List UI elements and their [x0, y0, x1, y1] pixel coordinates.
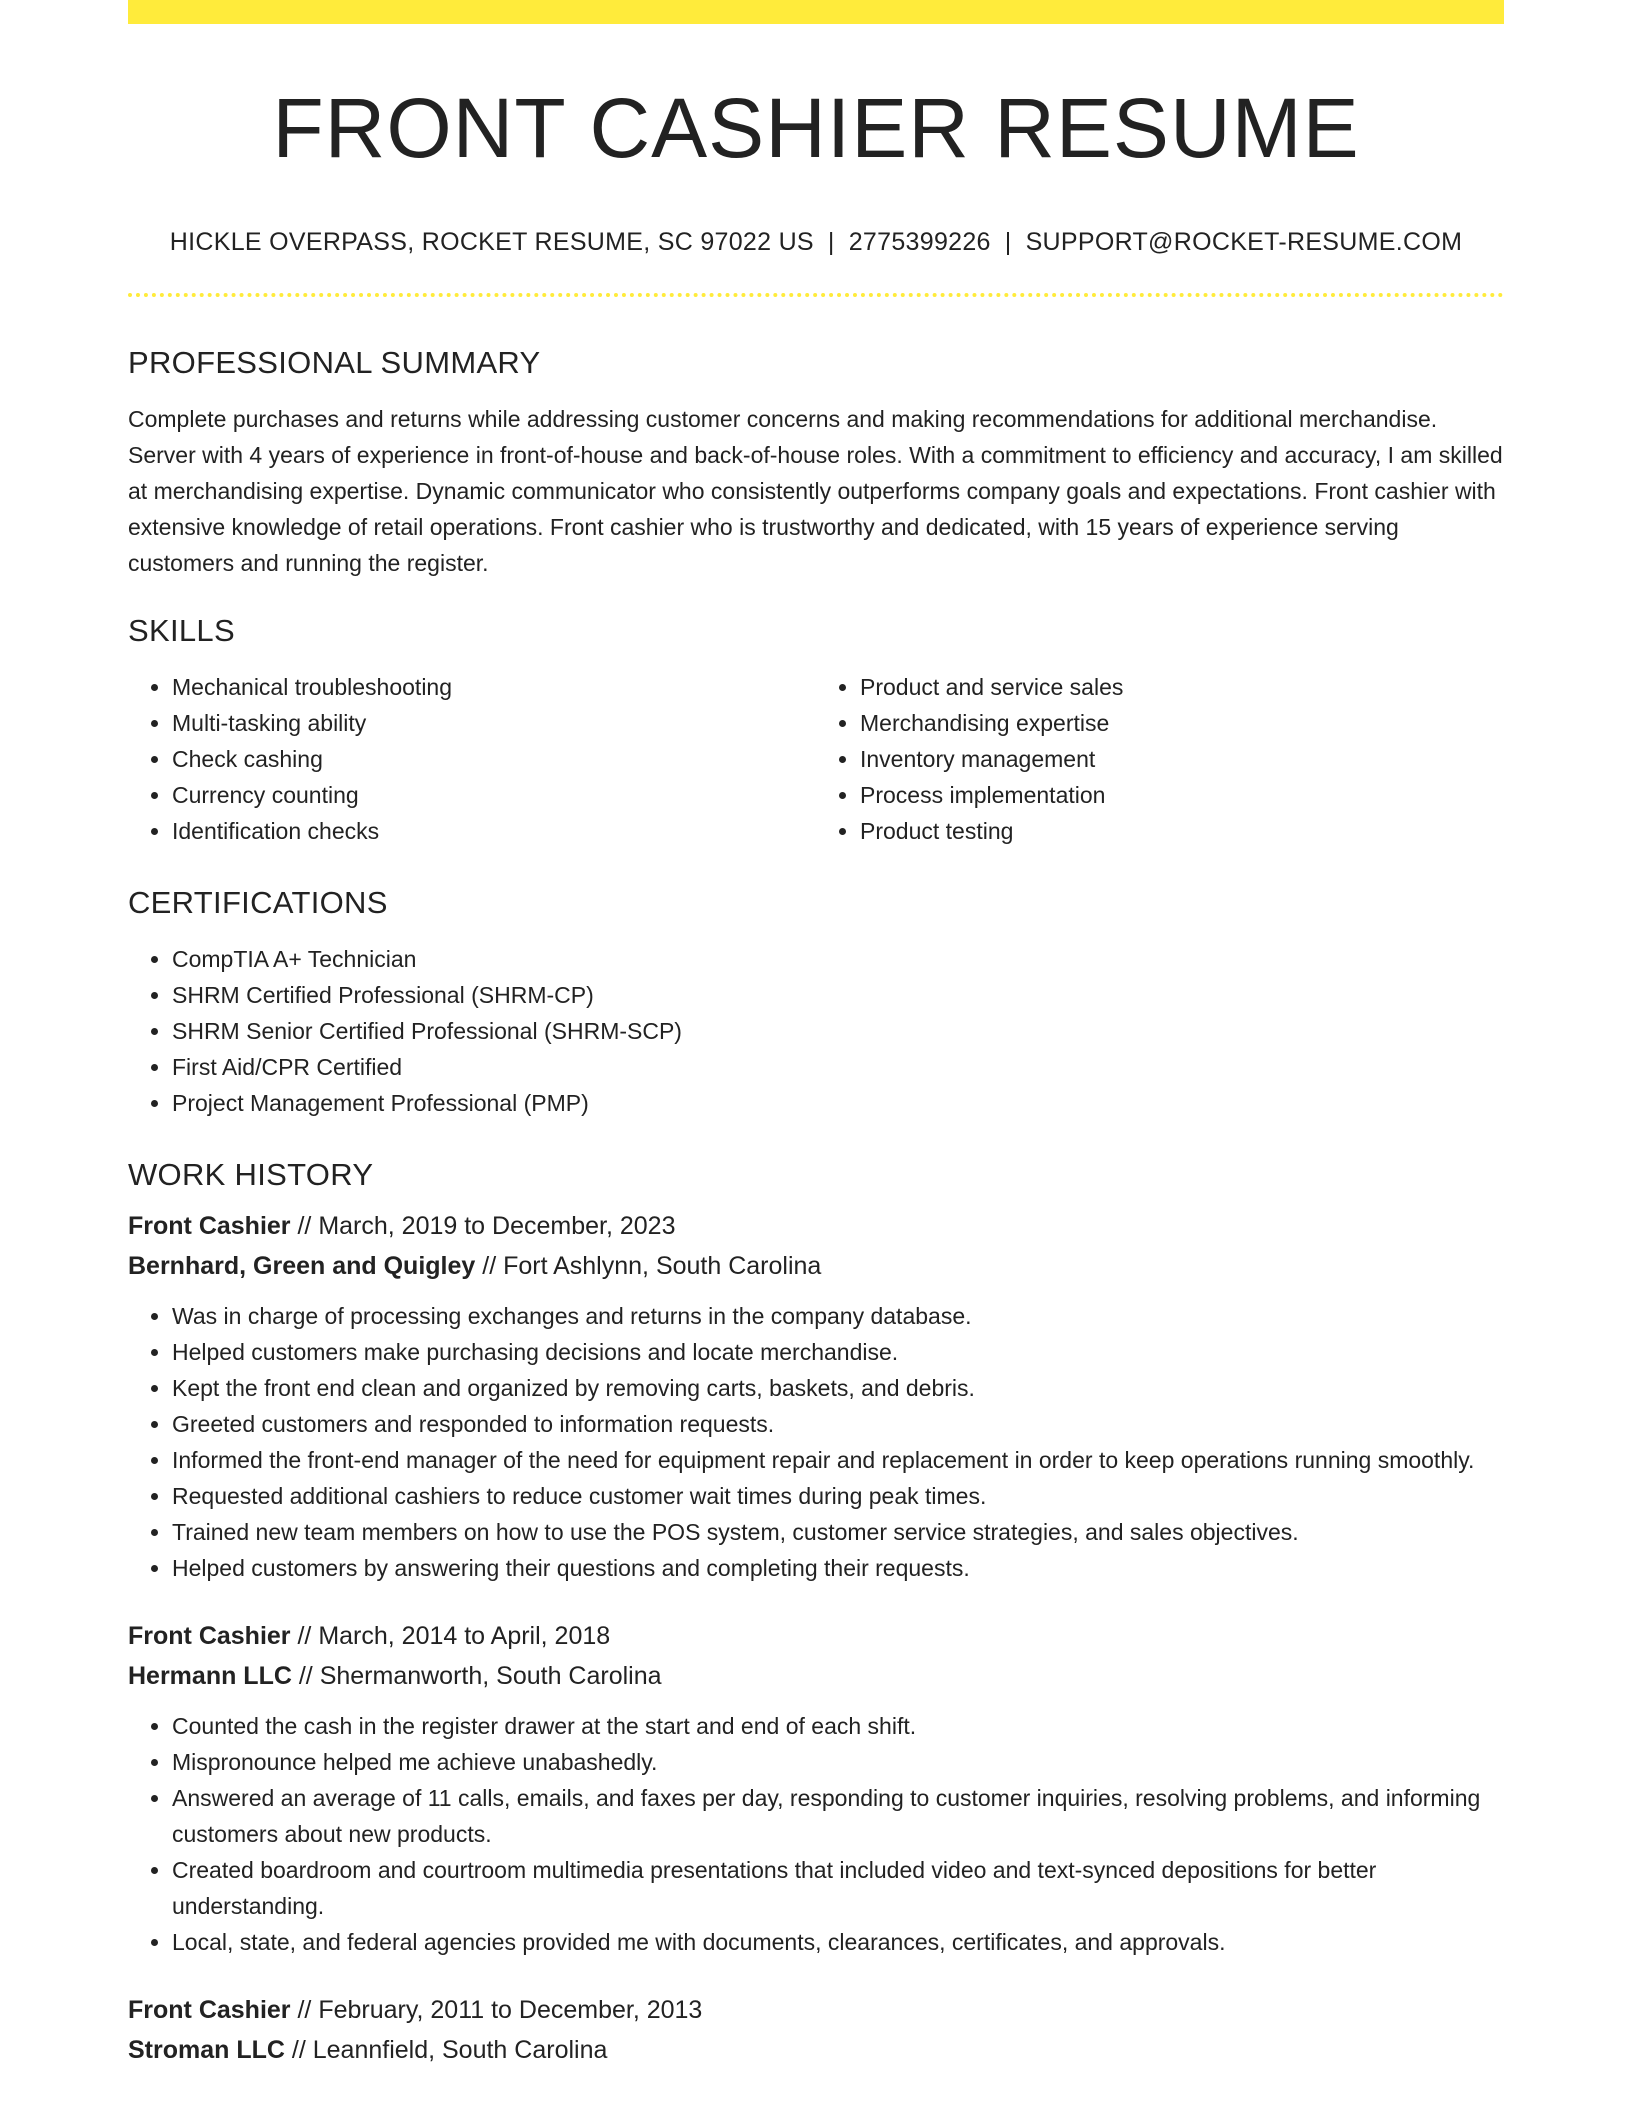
- job-bullet: • Created boardroom and courtroom multimedia presentations that included video and text-synced depositions for better understanding.: [172, 1852, 1504, 1924]
- job-title-line: [128, 1616, 1504, 1656]
- job-company-line: [128, 1656, 1504, 1696]
- job-entry: [128, 1206, 1504, 1586]
- resume-page: [128, 0, 1504, 2070]
- job-bullets: [128, 1298, 1504, 1586]
- job-company-line: [128, 1246, 1504, 1286]
- job-company: Hermann LLC: [128, 1662, 292, 1690]
- contact-separator: |: [1004, 228, 1012, 256]
- job-title-line: [128, 1206, 1504, 1246]
- contact-line: [128, 230, 1504, 255]
- job-bullet: • Informed the front-end manager of the need for equipment repair and replacement in order to keep operations running smoothly.: [172, 1442, 1504, 1478]
- resume-title: FRONT CASHIER RESUME: [272, 81, 1360, 175]
- job-entry: [128, 1990, 1504, 2070]
- job-dates: // February, 2011 to December, 2013: [290, 1996, 703, 2024]
- skill-item: • Multi-tasking ability: [172, 705, 816, 741]
- job-dates: // March, 2014 to April, 2018: [290, 1622, 611, 1650]
- job-role: Front Cashier: [128, 1996, 291, 2024]
- contact-email[interactable]: SUPPORT@ROCKET-RESUME.COM: [1025, 228, 1463, 256]
- certification-item: • Project Management Professional (PMP): [172, 1085, 1504, 1121]
- skill-item: • Product testing: [860, 813, 1504, 849]
- top-accent-bar: [128, 0, 1504, 24]
- job-bullet: • Mispronounce helped me achieve unabashedly.: [172, 1744, 1504, 1780]
- skill-item: • Process implementation: [860, 777, 1504, 813]
- skill-item: • Check cashing: [172, 741, 816, 777]
- contact-phone: 2775399226: [848, 228, 991, 256]
- certifications-list: [128, 941, 1504, 1121]
- certification-item: • CompTIA A+ Technician: [172, 941, 1504, 977]
- job-title-line: [128, 1990, 1504, 2030]
- certification-item: • First Aid/CPR Certified: [172, 1049, 1504, 1085]
- certifications-heading: CERTIFICATIONS: [128, 885, 388, 920]
- job-location: // Shermanworth, South Carolina: [291, 1662, 662, 1690]
- skill-item: • Identification checks: [172, 813, 816, 849]
- skills-heading: SKILLS: [128, 613, 235, 648]
- job-bullet: • Trained new team members on how to use the POS system, customer service strategies, and sales objectives.: [172, 1514, 1504, 1550]
- job-bullet: • Counted the cash in the register drawer at the start and end of each shift.: [172, 1708, 1504, 1744]
- job-role: Front Cashier: [128, 1622, 291, 1650]
- skill-item: • Mechanical troubleshooting: [172, 669, 816, 705]
- skill-item: • Currency counting: [172, 777, 816, 813]
- work-history-heading: WORK HISTORY: [128, 1157, 374, 1192]
- job-location: // Leannfield, South Carolina: [284, 2036, 608, 2064]
- job-dates: // March, 2019 to December, 2023: [290, 1212, 676, 1240]
- summary-heading: PROFESSIONAL SUMMARY: [128, 345, 541, 380]
- job-bullet: • Greeted customers and responded to information requests.: [172, 1406, 1504, 1442]
- contact-separator: |: [827, 228, 835, 256]
- job-company: Stroman LLC: [128, 2036, 285, 2064]
- job-bullet: • Was in charge of processing exchanges and returns in the company database.: [172, 1298, 1504, 1334]
- summary-text: Complete purchases and returns while addressing customer concerns and making recommendations for additional merchandise. Server with 4 years of experience in front-of-house and back-of-house roles. With a commitment to efficiency and accuracy, I am skilled at merchandising expertise. Dynamic communicator who consistently outperforms company goals and expectations. Front cashier with extensive knowledge of retail operations. Front cashier who is trustworthy and dedicated, with 15 years of experience serving customers and running the register.: [128, 406, 1503, 576]
- skills-column-right: [816, 669, 1504, 849]
- skill-item: • Merchandising expertise: [860, 705, 1504, 741]
- certification-item: • SHRM Certified Professional (SHRM-CP): [172, 977, 1504, 1013]
- job-company: Bernhard, Green and Quigley: [128, 1252, 476, 1280]
- skills-list: [128, 669, 1504, 849]
- certification-item: • SHRM Senior Certified Professional (SHRM-SCP): [172, 1013, 1504, 1049]
- dotted-divider: [128, 293, 1504, 297]
- skill-item: • Product and service sales: [860, 669, 1504, 705]
- job-bullet: • Helped customers by answering their questions and completing their requests.: [172, 1550, 1504, 1586]
- job-bullet: • Requested additional cashiers to reduce customer wait times during peak times.: [172, 1478, 1504, 1514]
- contact-address: HICKLE OVERPASS, ROCKET RESUME, SC 97022 US: [169, 228, 814, 256]
- job-bullet: • Answered an average of 11 calls, emails, and faxes per day, responding to customer inquiries, resolving problems, and informing customers about new products.: [172, 1780, 1504, 1852]
- skills-column-left: [128, 669, 816, 849]
- job-company-line: [128, 2030, 1504, 2070]
- job-bullets: [128, 1708, 1504, 1960]
- job-bullet: • Helped customers make purchasing decisions and locate merchandise.: [172, 1334, 1504, 1370]
- skill-item: • Inventory management: [860, 741, 1504, 777]
- job-role: Front Cashier: [128, 1212, 291, 1240]
- job-location: // Fort Ashlynn, South Carolina: [475, 1252, 822, 1280]
- job-bullet: • Kept the front end clean and organized by removing carts, baskets, and debris.: [172, 1370, 1504, 1406]
- job-entry: [128, 1616, 1504, 1960]
- job-bullet: • Local, state, and federal agencies provided me with documents, clearances, certificates, and approvals.: [172, 1924, 1504, 1960]
